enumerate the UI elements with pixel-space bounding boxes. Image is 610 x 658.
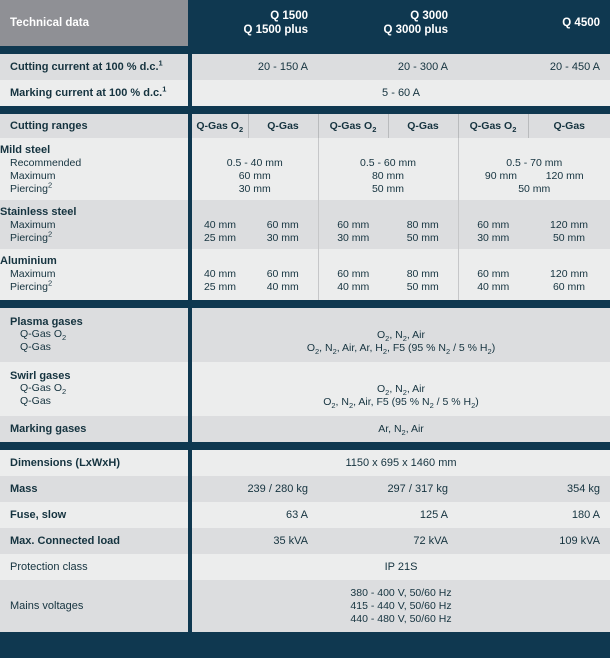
- bottom-strip: [0, 632, 610, 637]
- cell-value-merged: 1150 x 695 x 1460 mm: [190, 450, 610, 476]
- gas-header: Q-Gas $O_2$: [190, 114, 248, 138]
- row-protection-class: [0, 554, 610, 580]
- cell-alu-5: 60 mm 40 mm: [458, 249, 528, 300]
- cell-stainless-1: 40 mm 25 mm: [190, 200, 248, 249]
- header-label: Technical data: [0, 0, 190, 46]
- cell-stainless-3: 60 mm 30 mm: [318, 200, 388, 249]
- cell-mains-voltages: 380 - 400 V, 50/60 Hz 415 - 440 V, 50/60 Hz 440 - 480 V, 50/60 Hz: [190, 580, 610, 632]
- cell-value: 180 A: [458, 502, 610, 528]
- cell-value: 20 - 150 A: [190, 54, 318, 80]
- gas-header: Q-Gas $O_2$: [458, 114, 528, 138]
- cell-value-merged: IP 21S: [190, 554, 610, 580]
- header-col-q3000: Q 3000 Q 3000 plus: [318, 0, 458, 46]
- gas-header: Q-Gas: [388, 114, 458, 138]
- separator: [0, 46, 610, 54]
- row-stainless-steel: [0, 200, 610, 249]
- cell-value: 63 A: [190, 502, 318, 528]
- cell-value: 20 - 450 A: [458, 54, 610, 80]
- cell-value: 109 kVA: [458, 528, 610, 554]
- cell-marking-gases: Ar, $N_2$, Air: [190, 416, 610, 442]
- row-mass: [0, 476, 610, 502]
- cell-value: 125 A: [318, 502, 458, 528]
- cell-value: 297 / 317 kg: [318, 476, 458, 502]
- row-cutting-current: [0, 54, 610, 80]
- separator: [0, 300, 610, 308]
- group-label-mild-steel: Mild steel Recommended Maximum Piercing$^2$: [0, 138, 190, 200]
- separator: [0, 106, 610, 114]
- row-marking-gases: [0, 416, 610, 442]
- group-label-stainless-steel: Stainless steel Maximum Piercing$^2$: [0, 200, 190, 249]
- group-label-swirl-gases: Swirl gases Q-Gas $O_2$ Q-Gas: [0, 362, 190, 416]
- row-dimensions: [0, 450, 610, 476]
- row-label: Cutting ranges: [0, 114, 190, 138]
- cell-value: 354 kg: [458, 476, 610, 502]
- gas-header: Q-Gas: [528, 114, 610, 138]
- row-label: Mains voltages: [0, 580, 190, 632]
- row-marking-current: [0, 80, 610, 106]
- gas-header: Q-Gas: [248, 114, 318, 138]
- gas-header: Q-Gas $O_2$: [318, 114, 388, 138]
- cell-value: 20 - 300 A: [318, 54, 458, 80]
- row-mild-steel: [0, 138, 610, 200]
- row-label: Protection class: [0, 554, 190, 580]
- separator: [0, 442, 610, 450]
- row-swirl-gases: [0, 362, 610, 416]
- cell-mild-q1500: 0.5 - 40 mm 60 mm 30 mm: [190, 138, 318, 200]
- row-label: Cutting current at 100 % d.c.$^1$: [0, 54, 190, 80]
- group-label-aluminium: Aluminium Maximum Piercing$^2$: [0, 249, 190, 300]
- cell-alu-2: 60 mm 40 mm: [248, 249, 318, 300]
- cell-stainless-2: 60 mm 30 mm: [248, 200, 318, 249]
- table-header-row: [0, 0, 610, 46]
- row-label: Fuse, slow: [0, 502, 190, 528]
- cell-stainless-5: 60 mm 30 mm: [458, 200, 528, 249]
- cell-value: 239 / 280 kg: [190, 476, 318, 502]
- cell-alu-6: 120 mm 60 mm: [528, 249, 610, 300]
- row-cutting-ranges-header: [0, 114, 610, 138]
- row-mains-voltages: [0, 580, 610, 632]
- row-aluminium: [0, 249, 610, 300]
- cell-value: 72 kVA: [318, 528, 458, 554]
- cell-swirl-gases: $O_2$, $N_2$, Air $O_2$, $N_2$, Air, F5 (95 % $N_2 / 5$ % $H_2$): [190, 362, 610, 416]
- cell-alu-1: 40 mm 25 mm: [190, 249, 248, 300]
- cell-value-merged: 5 - 60 A: [190, 80, 610, 106]
- header-col-q4500: Q 4500: [458, 0, 610, 46]
- cell-alu-3: 60 mm 40 mm: [318, 249, 388, 300]
- cell-mild-q4500: 0.5 - 70 mm 90 mm 120 mm 50 mm: [458, 138, 610, 200]
- row-fuse: [0, 502, 610, 528]
- group-label-marking-gases: Marking gases: [0, 416, 190, 442]
- row-plasma-gases: [0, 308, 610, 362]
- group-label-plasma-gases: Plasma gases Q-Gas $O_2$ Q-Gas: [0, 308, 190, 362]
- cell-stainless-6: 120 mm 50 mm: [528, 200, 610, 249]
- row-label: Mass: [0, 476, 190, 502]
- row-label: Marking current at 100 % d.c.$^1$: [0, 80, 190, 106]
- cell-plasma-gases: $O_2$, $N_2$, Air $O_2$, $N_2$, Air, Ar, $H_2$, F5 (95 % $N_2 / 5$ % $H_2$): [190, 308, 610, 362]
- cell-mild-q3000: 0.5 - 60 mm 80 mm 50 mm: [318, 138, 458, 200]
- cell-alu-4: 80 mm 50 mm: [388, 249, 458, 300]
- header-col-q1500: Q 1500 Q 1500 plus: [190, 0, 318, 46]
- cell-stainless-4: 80 mm 50 mm: [388, 200, 458, 249]
- row-label: Dimensions (LxWxH): [0, 450, 190, 476]
- cell-value: 35 kVA: [190, 528, 318, 554]
- row-label: Max. Connected load: [0, 528, 190, 554]
- row-max-connected-load: [0, 528, 610, 554]
